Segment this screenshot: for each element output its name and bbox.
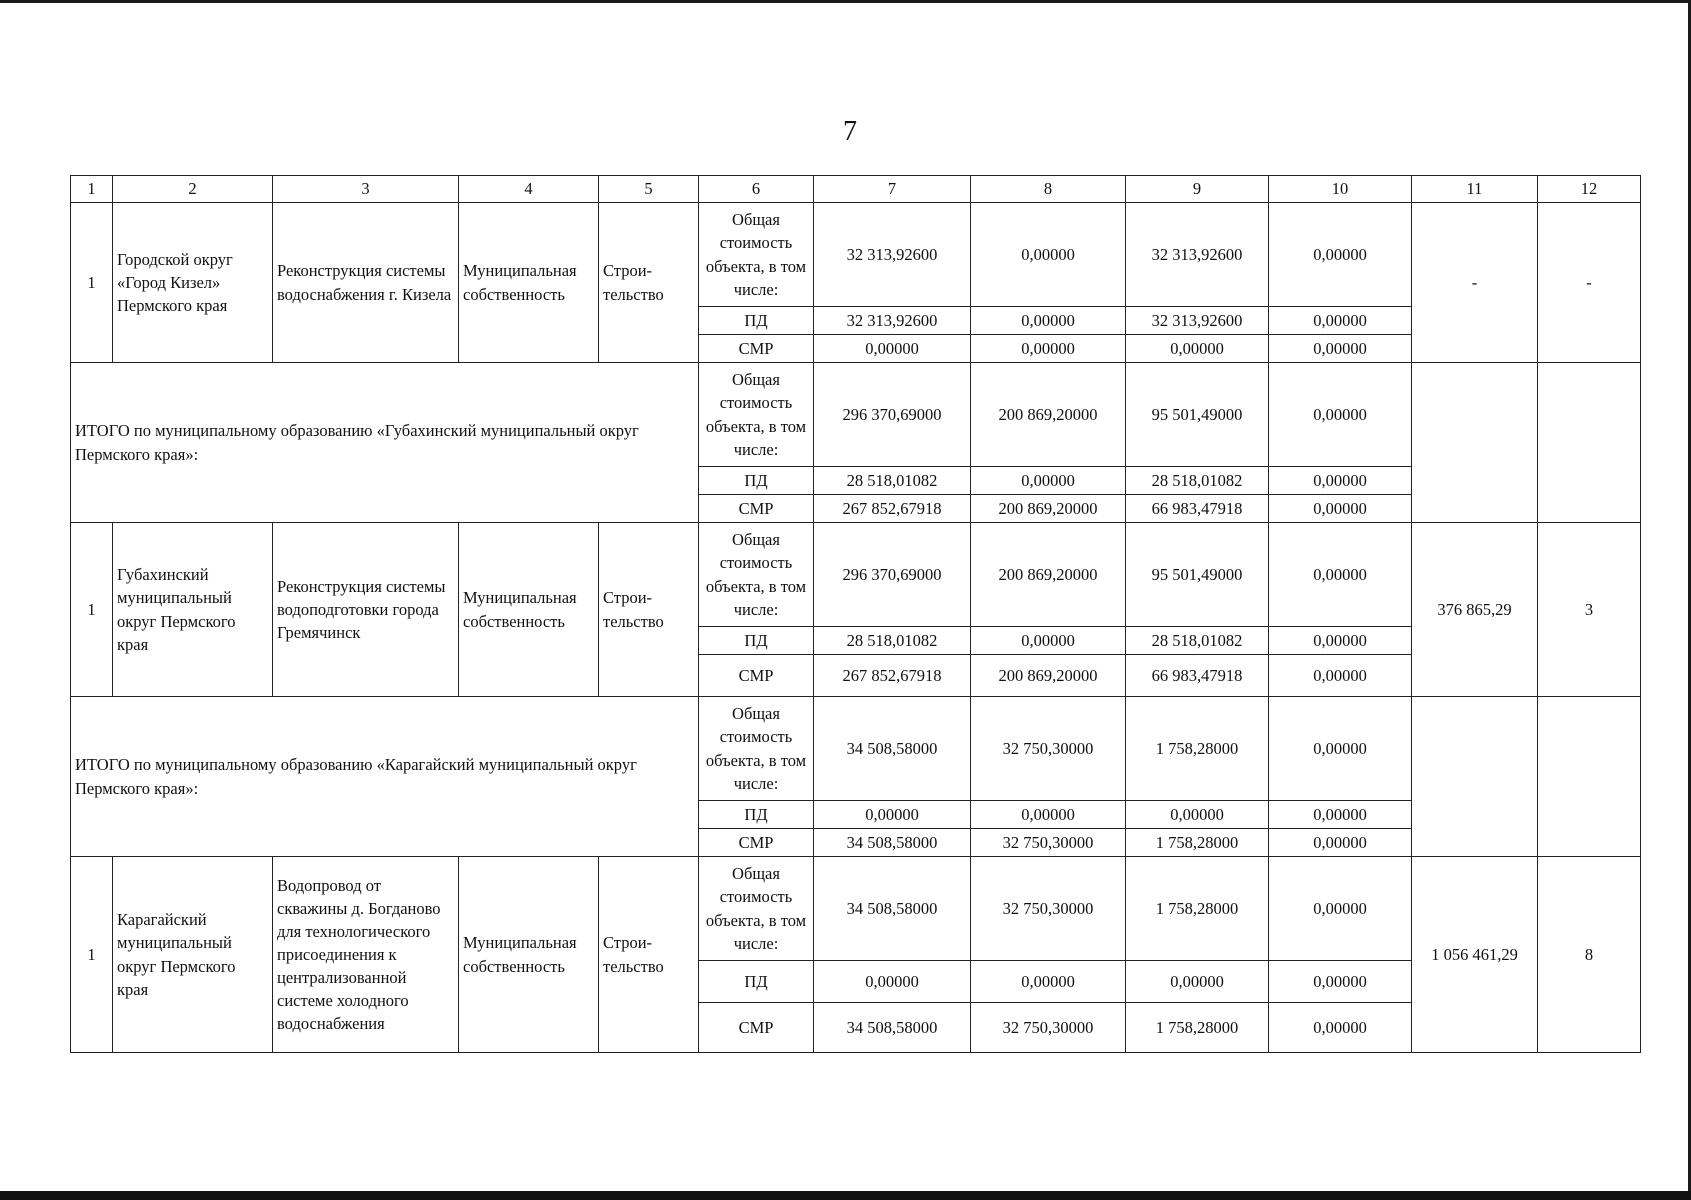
ownership-cell: Муниципальная собственность xyxy=(459,523,599,697)
cost-type-label: ПД xyxy=(699,961,814,1003)
cost-type-label: СМР xyxy=(699,495,814,523)
column-number: 8 xyxy=(971,176,1126,203)
column-number: 2 xyxy=(113,176,273,203)
cost-type-label: ПД xyxy=(699,307,814,335)
table-row xyxy=(71,857,1641,961)
empty-cell xyxy=(1412,363,1538,523)
ownership-cell: Муниципальная собственность xyxy=(459,857,599,1053)
column-number: 11 xyxy=(1412,176,1538,203)
value-col9: 95 501,49000 xyxy=(1126,363,1269,467)
value-col7: 32 313,92600 xyxy=(814,203,971,307)
value-col8: 0,00000 xyxy=(971,307,1126,335)
value-col8: 0,00000 xyxy=(971,467,1126,495)
value-col7: 32 313,92600 xyxy=(814,307,971,335)
value-col11: 376 865,29 xyxy=(1412,523,1538,697)
value-col8: 0,00000 xyxy=(971,627,1126,655)
value-col8: 200 869,20000 xyxy=(971,523,1126,627)
value-col7: 296 370,69000 xyxy=(814,523,971,627)
value-col9: 95 501,49000 xyxy=(1126,523,1269,627)
column-number: 10 xyxy=(1269,176,1412,203)
value-col9: 32 313,92600 xyxy=(1126,307,1269,335)
column-number: 4 xyxy=(459,176,599,203)
budget-table xyxy=(70,175,1641,1053)
row-number: 1 xyxy=(71,523,113,697)
value-col9: 28 518,01082 xyxy=(1126,627,1269,655)
column-number-row xyxy=(71,176,1641,203)
cost-type-label: СМР xyxy=(699,829,814,857)
value-col7: 0,00000 xyxy=(814,335,971,363)
value-col11: 1 056 461,29 xyxy=(1412,857,1538,1053)
work-type-cell: Строи-тельство xyxy=(599,523,699,697)
cost-type-label: ПД xyxy=(699,467,814,495)
value-col10: 0,00000 xyxy=(1269,363,1412,467)
column-number: 3 xyxy=(273,176,459,203)
object-name-cell: Реконструкция системы водоснабжения г. Кизела xyxy=(273,203,459,363)
municipality-cell: Городской округ «Город Кизел» Пермского края xyxy=(113,203,273,363)
value-col8: 0,00000 xyxy=(971,335,1126,363)
value-col8: 32 750,30000 xyxy=(971,857,1126,961)
value-col10: 0,00000 xyxy=(1269,801,1412,829)
cost-type-label: СМР xyxy=(699,1003,814,1053)
cost-type-label: Общая стоимость объекта, в том числе: xyxy=(699,523,814,627)
value-col12: 3 xyxy=(1538,523,1641,697)
table-row xyxy=(71,363,1641,467)
table-row xyxy=(71,697,1641,801)
value-col8: 32 750,30000 xyxy=(971,697,1126,801)
value-col8: 200 869,20000 xyxy=(971,495,1126,523)
value-col7: 0,00000 xyxy=(814,961,971,1003)
page-number: 7 xyxy=(843,116,857,147)
value-col10: 0,00000 xyxy=(1269,467,1412,495)
value-col9: 28 518,01082 xyxy=(1126,467,1269,495)
column-number: 6 xyxy=(699,176,814,203)
value-col8: 32 750,30000 xyxy=(971,1003,1126,1053)
value-col9: 1 758,28000 xyxy=(1126,697,1269,801)
value-col7: 267 852,67918 xyxy=(814,495,971,523)
value-col7: 296 370,69000 xyxy=(814,363,971,467)
value-col10: 0,00000 xyxy=(1269,523,1412,627)
value-col10: 0,00000 xyxy=(1269,1003,1412,1053)
value-col8: 200 869,20000 xyxy=(971,363,1126,467)
value-col7: 28 518,01082 xyxy=(814,627,971,655)
value-col7: 0,00000 xyxy=(814,801,971,829)
value-col10: 0,00000 xyxy=(1269,655,1412,697)
total-caption: ИТОГО по муниципальному образованию «Карагайский муниципальный округ Пермского края»: xyxy=(71,697,699,857)
value-col10: 0,00000 xyxy=(1269,495,1412,523)
column-number: 5 xyxy=(599,176,699,203)
value-col8: 200 869,20000 xyxy=(971,655,1126,697)
value-col11: - xyxy=(1412,203,1538,363)
ownership-cell: Муниципальная собственность xyxy=(459,203,599,363)
cost-type-label: Общая стоимость объекта, в том числе: xyxy=(699,857,814,961)
total-caption: ИТОГО по муниципальному образованию «Губахинский муниципальный округ Пермского края»: xyxy=(71,363,699,523)
value-col9: 1 758,28000 xyxy=(1126,857,1269,961)
value-col7: 34 508,58000 xyxy=(814,857,971,961)
column-number: 9 xyxy=(1126,176,1269,203)
column-number: 7 xyxy=(814,176,971,203)
value-col12: 8 xyxy=(1538,857,1641,1053)
column-number: 12 xyxy=(1538,176,1641,203)
value-col10: 0,00000 xyxy=(1269,203,1412,307)
cost-type-label: ПД xyxy=(699,801,814,829)
value-col10: 0,00000 xyxy=(1269,857,1412,961)
value-col9: 66 983,47918 xyxy=(1126,495,1269,523)
cost-type-label: Общая стоимость объекта, в том числе: xyxy=(699,203,814,307)
table-row xyxy=(71,203,1641,307)
work-type-cell: Строи-тельство xyxy=(599,203,699,363)
value-col10: 0,00000 xyxy=(1269,335,1412,363)
value-col9: 0,00000 xyxy=(1126,335,1269,363)
value-col8: 0,00000 xyxy=(971,801,1126,829)
scan-bottom-edge xyxy=(0,1191,1691,1200)
value-col7: 34 508,58000 xyxy=(814,1003,971,1053)
value-col7: 28 518,01082 xyxy=(814,467,971,495)
empty-cell xyxy=(1538,363,1641,523)
value-col9: 66 983,47918 xyxy=(1126,655,1269,697)
work-type-cell: Строи-тельство xyxy=(599,857,699,1053)
value-col7: 267 852,67918 xyxy=(814,655,971,697)
cost-type-label: ПД xyxy=(699,627,814,655)
cost-type-label: СМР xyxy=(699,655,814,697)
scan-top-edge xyxy=(0,0,1691,3)
value-col9: 0,00000 xyxy=(1126,801,1269,829)
value-col10: 0,00000 xyxy=(1269,627,1412,655)
cost-type-label: Общая стоимость объекта, в том числе: xyxy=(699,363,814,467)
empty-cell xyxy=(1412,697,1538,857)
column-number: 1 xyxy=(71,176,113,203)
value-col7: 34 508,58000 xyxy=(814,829,971,857)
value-col8: 0,00000 xyxy=(971,203,1126,307)
value-col7: 34 508,58000 xyxy=(814,697,971,801)
object-name-cell: Водопровод от скважины д. Богданово для технологического присоединения к централизованной системе холодного водоснабжения xyxy=(273,857,459,1053)
value-col12: - xyxy=(1538,203,1641,363)
value-col9: 0,00000 xyxy=(1126,961,1269,1003)
value-col8: 32 750,30000 xyxy=(971,829,1126,857)
cost-type-label: СМР xyxy=(699,335,814,363)
object-name-cell: Реконструкция системы водоподготовки города Гремячинск xyxy=(273,523,459,697)
value-col10: 0,00000 xyxy=(1269,307,1412,335)
row-number: 1 xyxy=(71,857,113,1053)
municipality-cell: Губахинский муниципальный округ Пермского края xyxy=(113,523,273,697)
value-col10: 0,00000 xyxy=(1269,697,1412,801)
value-col9: 1 758,28000 xyxy=(1126,829,1269,857)
row-number: 1 xyxy=(71,203,113,363)
value-col10: 0,00000 xyxy=(1269,829,1412,857)
value-col9: 32 313,92600 xyxy=(1126,203,1269,307)
value-col9: 1 758,28000 xyxy=(1126,1003,1269,1053)
cost-type-label: Общая стоимость объекта, в том числе: xyxy=(699,697,814,801)
municipality-cell: Карагайский муниципальный округ Пермского края xyxy=(113,857,273,1053)
value-col10: 0,00000 xyxy=(1269,961,1412,1003)
empty-cell xyxy=(1538,697,1641,857)
table-row xyxy=(71,523,1641,627)
value-col8: 0,00000 xyxy=(971,961,1126,1003)
